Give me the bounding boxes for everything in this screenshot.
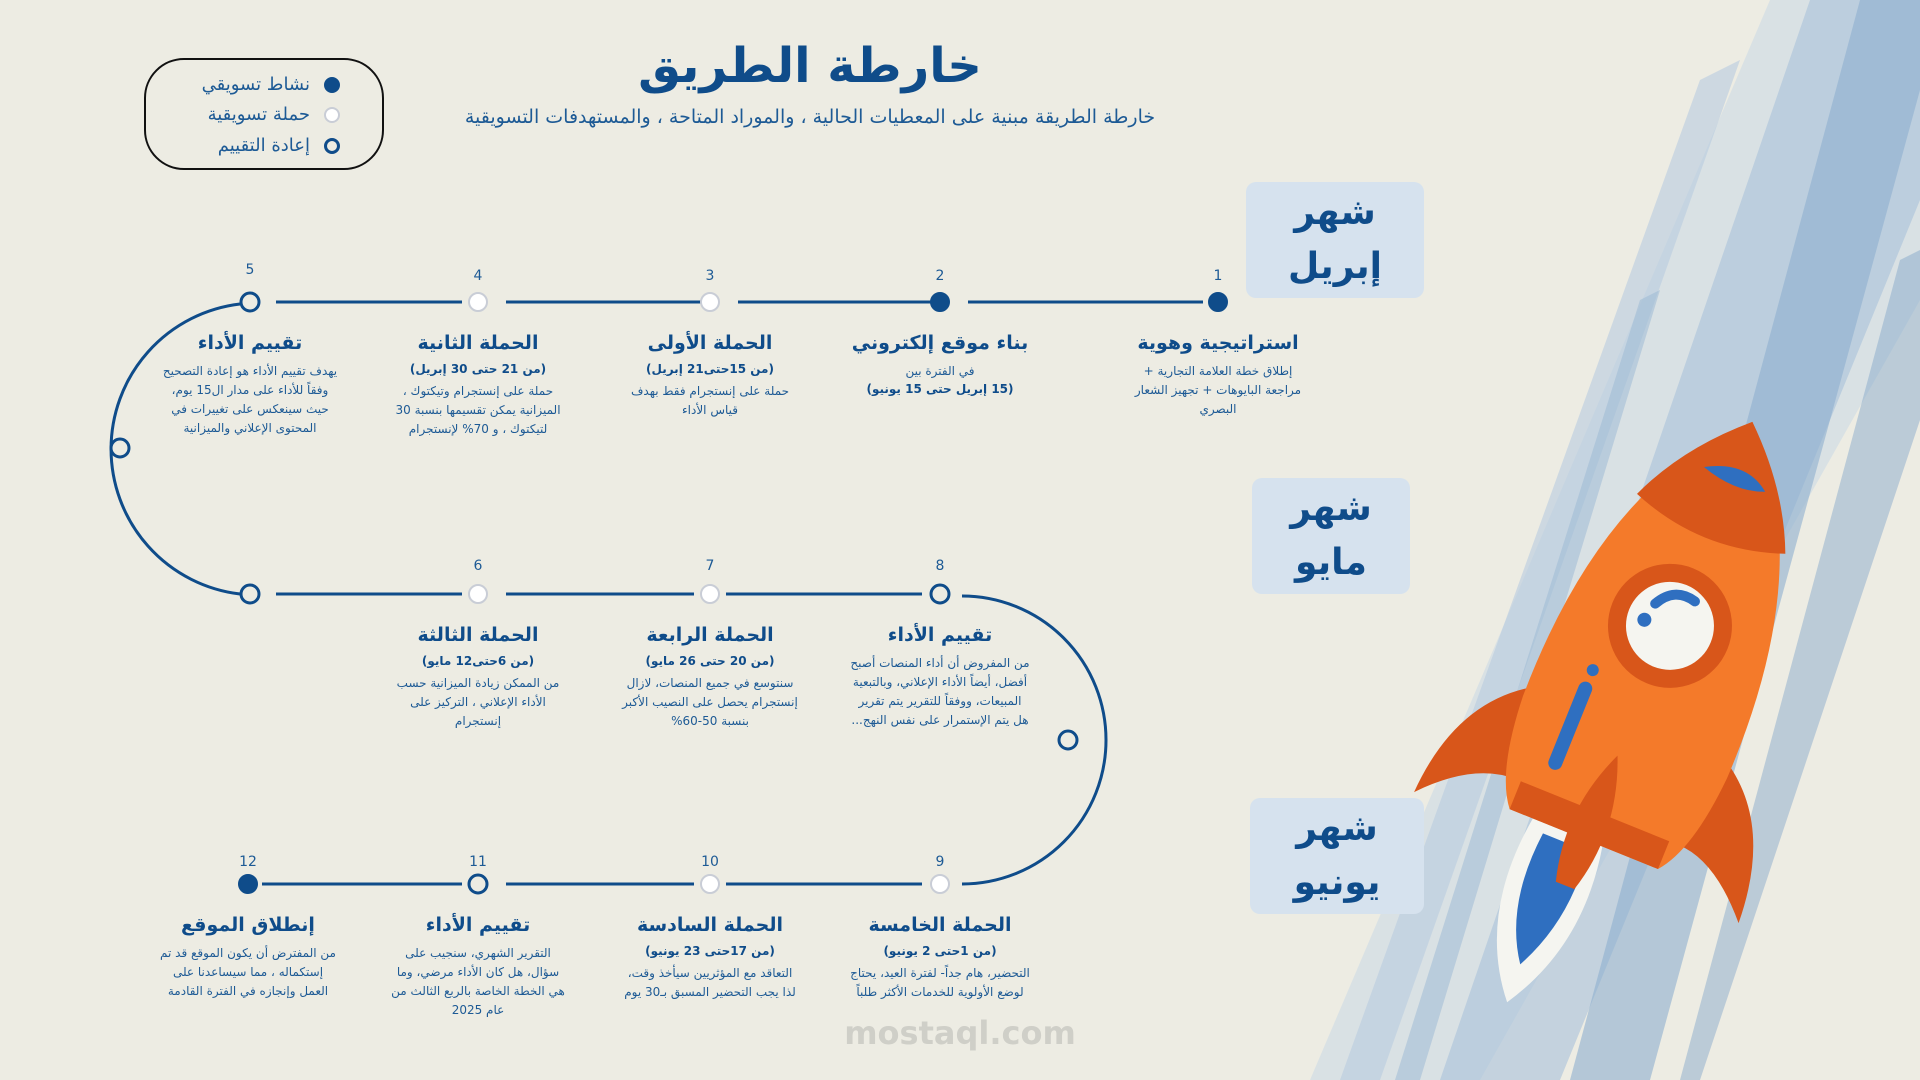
step-date: (من 1حتى 2 يونيو): [883, 944, 997, 958]
step-number: 2: [935, 268, 945, 284]
step-date: (من 15حتى21 إبريل): [646, 362, 774, 376]
legend-label: حملة تسويقية: [207, 104, 310, 125]
legend-item-reevaluation: [218, 135, 340, 156]
step-title: تقييم الأداء: [425, 914, 531, 936]
filled-circle-icon: [324, 77, 340, 93]
curve-marker-1: [111, 439, 129, 457]
step-title: الحملة السادسة: [636, 914, 784, 936]
row-join-marker: [241, 585, 259, 603]
step-title: الحملة الرابعة: [646, 624, 774, 646]
step-marker-7: [701, 585, 719, 603]
legend-item-marketing-activity: [202, 74, 340, 95]
step-date-range: (15 إبريل حتى 15 يونيو): [866, 382, 1014, 396]
step-date: (من 21 حتى 30 إبريل): [409, 362, 547, 376]
step-number: 3: [705, 268, 715, 284]
step-marker-2: [931, 293, 949, 311]
step-description: من المفروض أن أداء المنصات أصبح أفضل، أيضاً الأداء الإعلاني، وبالتبعية المبيعات، ووفقاً للتقرير يتم تقرير هل يتم الإستمرار على نفس النهج...: [850, 656, 1030, 727]
step-title: بناء موقع إلكتروني: [851, 332, 1029, 354]
step-title: الحملة الثانية: [417, 332, 539, 354]
step-description: حملة على إنستجرام فقط بهدف قياس الأداء: [630, 384, 790, 417]
curve-marker-2: [1059, 731, 1077, 749]
step-marker-5: [241, 293, 259, 311]
step-description: سنتوسع في جميع المنصات، لازال إنستجرام يحصل على النصيب الأكبر بنسبة 50-60%: [622, 676, 798, 728]
step-marker-1: [1209, 293, 1227, 311]
step-marker-10: [701, 875, 719, 893]
step-title: الحملة الأولى: [647, 332, 773, 354]
step-description: التقرير الشهري، سنجيب على سؤال، هل كان الأداء مرضي، وما هي الخطة الخاصة بالربع الثالث من عام 2025: [391, 946, 565, 1017]
ring-circle-icon: [324, 138, 340, 154]
legend-label: إعادة التقييم: [217, 135, 310, 156]
step-number: 10: [701, 854, 719, 870]
step-marker-11: [469, 875, 487, 893]
legend-label: نشاط تسويقي: [201, 74, 310, 95]
step-number: 6: [473, 558, 483, 574]
step-marker-12: [239, 875, 257, 893]
white-circle-icon: [324, 107, 340, 123]
step-title: استراتيجية وهوية: [1137, 332, 1299, 354]
step-number: 11: [469, 854, 487, 870]
step-number: 4: [473, 268, 483, 284]
step-marker-9: [931, 875, 949, 893]
step-number: 9: [935, 854, 945, 870]
step-number: 12: [239, 854, 257, 870]
page-subtitle: خارطة الطريقة مبنية على المعطيات الحالية ، والموراد المتاحة ، والمستهدفات التسويقية: [464, 106, 1156, 128]
step-marker-6: [469, 585, 487, 603]
step-marker-8: [931, 585, 949, 603]
legend-item-marketing-campaign: [208, 104, 340, 125]
step-description: إطلاق خطة العلامة التجارية + مراجعة البايوهات + تجهيز الشعار البصري: [1134, 364, 1302, 416]
month-label-june: شهر يونيو: [1250, 798, 1424, 914]
page-title: خارطة الطريق: [638, 38, 982, 94]
step-title: تقييم الأداء: [197, 332, 303, 354]
step-description: من الممكن زيادة الميزانية حسب الأداء الإعلاني ، التركيز على إنستجرام: [396, 676, 560, 728]
step-number: 8: [935, 558, 945, 574]
step-title: الحملة الخامسة: [868, 914, 1012, 936]
step-marker-3: [701, 293, 719, 311]
step-title: تقييم الأداء: [887, 624, 993, 646]
step-number: 5: [245, 262, 255, 278]
step-description: من المفترض أن يكون الموقع قد تم إستكماله ، مما سيساعدنا على العمل وإنجازه في الفترة القادمة: [160, 946, 336, 998]
step-description: حملة على إنستجرام وتيكتوك ، الميزانية يمكن تقسيمها بنسبة 30 لتيكتوك ، و 70% لإنستجرام: [395, 384, 561, 436]
step-number: 1: [1213, 268, 1223, 284]
step-marker-4: [469, 293, 487, 311]
step-description: التحضير، هام جداً- لفترة العيد، يحتاج لوضع الأولوية للخدمات الأكثر طلباً: [850, 966, 1030, 999]
step-date: (من 20 حتى 26 مايو): [645, 654, 775, 668]
step-number: 7: [705, 558, 715, 574]
step-title: إنطلاق الموقع: [181, 914, 315, 936]
step-description: التعاقد مع المؤثريين سيأخذ وقت، لذا يجب التحضير المسبق بـ30 يوم: [624, 966, 796, 999]
step-description: يهدف تقييم الأداء هو إعادة التصحيح وفقاً للأداء على مدار ال15 يوم، حيث سينعكس على تغييرات في المحتوى الإعلاني والميزانية: [162, 364, 338, 435]
step-date: (من 17حتى 23 يونيو): [645, 944, 775, 958]
month-label-may: شهر مايو: [1252, 478, 1410, 594]
step-date: (من 6حتى12 مايو): [421, 654, 535, 668]
legend: [144, 58, 384, 170]
month-label-april: شهر إبريل: [1246, 182, 1424, 298]
step-title: الحملة الثالثة: [417, 624, 539, 646]
watermark: mostaql.com: [844, 1014, 1076, 1052]
step-description: في الفترة بين: [905, 364, 975, 378]
